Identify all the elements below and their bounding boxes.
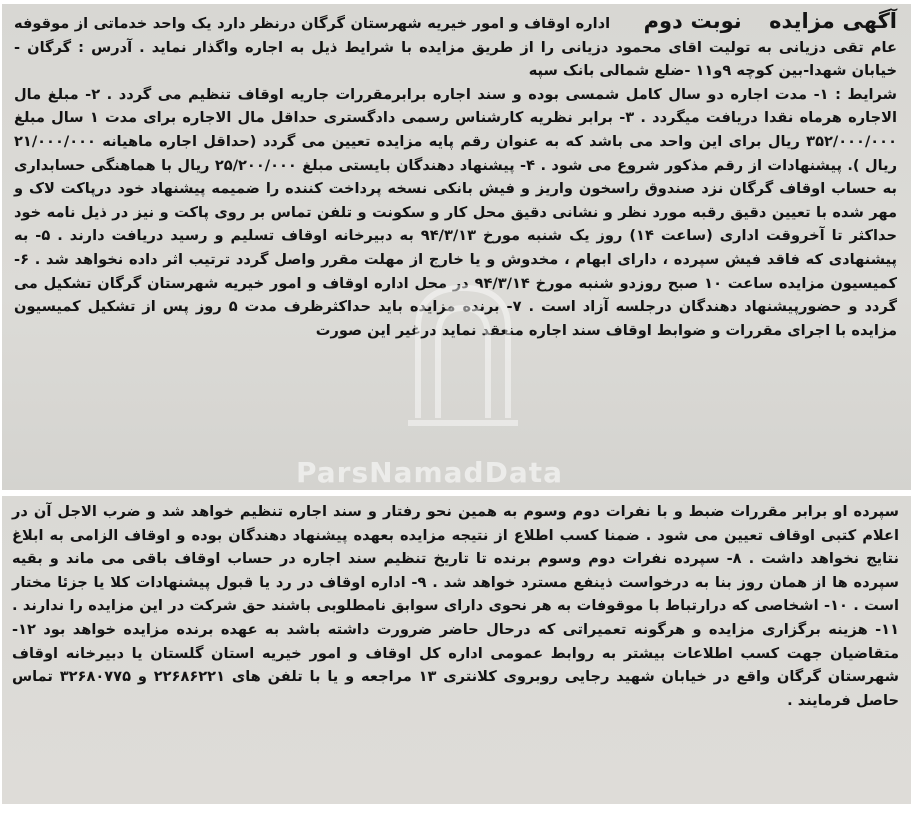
notice-intro: اداره اوقاف و امور خیریه شهرستان گرگان درنظر دارد یک واحد خدماتی از موقوفه عام تقی دزیانی به تولیت اقای محمود دزیانی را از طریق مزایده با شرایط ذیل به اجاره واگذار نماید .: [14, 15, 897, 56]
notice-round: نوبت دوم: [643, 9, 742, 33]
watermark-text: ParsNamadData: [296, 456, 563, 489]
notice-top-section: [2, 4, 911, 490]
notice-title: آگهی مزایده: [769, 9, 897, 33]
notice-bottom-section: [2, 496, 911, 804]
notice-conditions-bottom: سپرده او برابر مقررات ضبط و با نفرات دوم وسوم به همین نحو رفتار و سند اجاره تنظیم خواهد شد و ضرب الاجل آن در اعلام کتبی اوقاف تعیین می شود . ضمنا کسب اطلاع از نتیجه مزایده بعهده پیشنهاد دهندگان بوده و اوقاف الزامی به ابلاغ نتایج نخواهد داشت . ۸- سپرده نفرات دوم وسوم برنده تا تاریخ تنظیم سند اجاره در حساب اوقاف باقی می ماند و بقیه سپرده ها از همان روز بنا به درخواست ذینفع مسترد خواهد شد . ۹- اداره اوقاف در رد یا قبول پیشنهادات کلا یا جزئا مختار است . ۱۰- اشخاصی که درارتباط با موقوفات به هر نحوی دارای سوابق نامطلوبی باشند حق شرکت در این مزایده را ندارند . ۱۱- هزینه برگزاری مزایده و هرگونه تعمیراتی که درحال حاضر ضرورت داشته باشد به عهده برنده مزایده خواهد بود ۱۲- متقاضیان جهت کسب اطلاعات بیشتر به روابط عمومی اداره کل اوقاف و امور خیریه استان گلستان یا دبیرخانه اوقاف شهرستان گرگان واقع در خیابان شهید رجایی روبروی کلانتری ۱۳ مراجعه و یا با تلفن های ۲۲۶۸۶۲۲۱ و ۳۲۶۸۰۷۷۵ تماس حاصل فرمایند .: [12, 503, 899, 709]
notice-heading: [14, 10, 897, 83]
notice-address: آدرس : گرگان - خیابان شهدا-بین کوچه ۹و۱۱ -ضلع شمالی بانک سپه: [14, 38, 897, 80]
notice-conditions-top: شرایط : ۱- مدت اجاره دو سال کامل شمسی بوده و سند اجاره برابرمقررات جاریه اوقاف تنظیم می گردد . ۲- مبلغ مال الاجاره هرماه نقدا دریافت میگردد . ۳- برابر نظریه کارشناس رسمی دادگستری حداقل مال الاجاره برای مدت ۱ سال مبلغ ۳۵۲/۰۰۰/۰۰۰ ریال برای این واحد می باشد که به عنوان رقم پایه مزایده تعیین می گردد (حداقل اجاره ماهیانه ۲۱/۰۰۰/۰۰۰ ریال ). پیشنهادات از رقم مذکور شروع می شود . ۴- پیشنهاد دهندگان بایستی مبلغ ۲۵/۲۰۰/۰۰۰ ریال با هماهنگی حسابداری به حساب اوقاف گرگان نزد صندوق راسخون واریز و فیش بانکی نسخه پرداخت کننده را ضمیمه پیشنهاد خود درپاکت لاک و مهر شده با تعیین دقیق رقبه مورد نظر و نشانی دقیق محل کار و سکونت و تلفن تماس بر روی پاکت و نیز در ذیل نامه خود حداکثر تا آخروقت اداری (ساعت ۱۴) روز یک شنبه مورخ ۹۴/۳/۱۳ به دبیرخانه اوقاف تسلیم و رسید دریافت دارند . ۵- به پیشنهادی که فاقد فیش سپرده ، دارای ابهام ، مخدوش و یا خارج از مهلت مقرر واصل گردد ترتیب اثر داده نخواهد شد . ۶- کمیسیون مزایده ساعت ۱۰ صبح روزدو شنبه مورخ ۹۴/۳/۱۴ در محل اداره اوقاف و امور خیریه شهرستان گرگان تشکیل می گردد و حضورپیشنهاد دهندگان درجلسه آزاد است . ۷- برنده مزایده باید حداکثرظرف مدت ۵ روز پس از تشکیل کمیسیون مزایده با اجرای مقررات و ضوابط اوقاف سند اجاره منعقد نماید درغیر این صورت: [14, 85, 897, 339]
